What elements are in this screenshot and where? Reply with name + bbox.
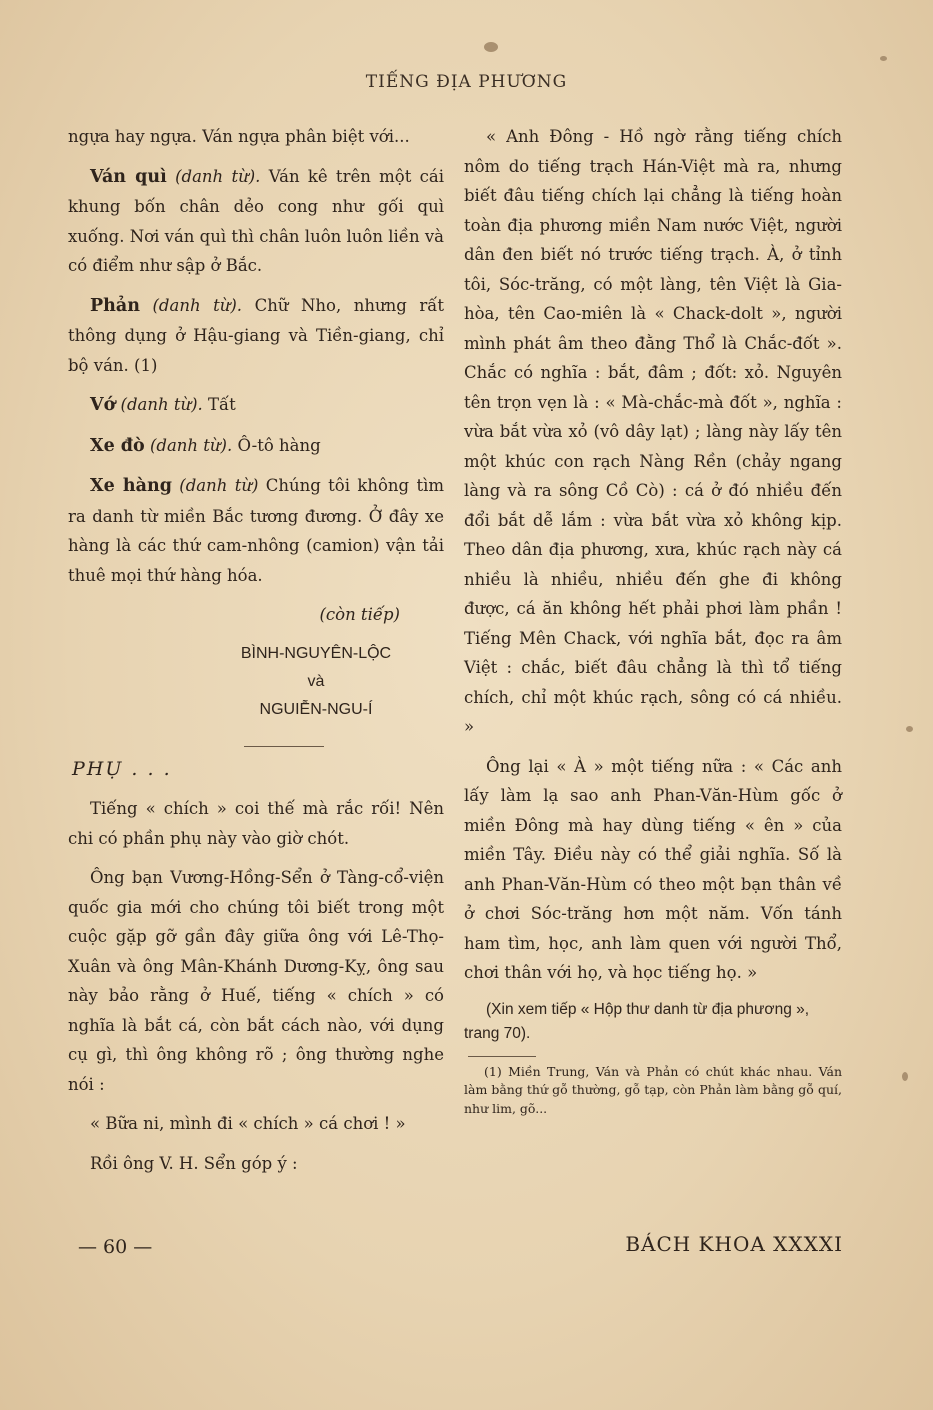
entry-term: Ván quì xyxy=(90,166,167,187)
paper-speck xyxy=(902,1072,908,1081)
paper-speck xyxy=(484,42,498,52)
part-of-speech: (danh từ). xyxy=(149,435,233,455)
footnote-divider xyxy=(468,1056,536,1057)
paragraph: ngựa hay ngựa. Ván ngựa phân biệt với... xyxy=(68,127,410,146)
footnote: (1) Miền Trung, Ván và Phản có chút khác nhau. Ván làm bằng thứ gỗ thường, gỗ tạp, còn Phản làm bằng gỗ quí, như lim, gõ... xyxy=(464,1063,842,1116)
entry-xe-hang xyxy=(68,471,444,590)
right-column xyxy=(464,122,842,1118)
entry-van-qui xyxy=(68,162,444,281)
section-divider xyxy=(244,746,324,747)
paragraph: Ông bạn Vương-Hồng-Sển ở Tàng-cổ-viện quốc gia mới cho chúng tôi biết trong một cuộc gặp gỡ gần đây giữa ông với Lê-Thọ-Xuân và ông Mân-Khánh Dương-Kỵ, ông sau này bảo rằng ở Huế, tiếng « chích » có nghĩa là bắt cá, còn bắt cách nào, với dụng cụ gì, thì ông không rõ ; ông thường nghe nói : xyxy=(68,868,444,1094)
entry-definition: Ô-tô hàng xyxy=(237,435,321,455)
entry-term: Phản xyxy=(90,295,140,316)
section-heading: PHỤ . . . xyxy=(72,757,172,780)
paragraph: Ông lại « À » một tiếng nữa : « Các anh lấy làm lạ sao anh Phan-Văn-Hùm gốc ở miền Đông mà hay dùng tiếng « ên » của miền Tây. Điều này có thể giải nghĩa. Số là anh Phan-Văn-Hùm có theo một bạn thân về ở chơi Sóc-trăng hơn một năm. Vốn tánh ham tìm, học, anh làm quen với người Thổ, chơi thân với họ, và học tiếng họ. » xyxy=(464,756,842,982)
running-header: TIẾNG ĐỊA PHƯƠNG xyxy=(365,72,568,92)
paragraph: « Anh Đông - Hồ ngờ rằng tiếng chích nôm do tiếng trạch Hán-Việt mà ra, nhưng biết đâu tiếng chích lại chẳng là tiếng hoàn toàn địa phương miền Nam nước Việt, người dân đen biết nó trước tiếng trạch. À, ở tỉnh tôi, Sóc-trăng, có một làng, tên Việt là Gia-hòa, tên Cao-miên là « Chack-dolt », người mình phát âm theo đằng Thổ là Chắc-đốt ». Chắc có nghĩa : bắt, đâm ; đốt: xỏ. Nguyên tên trọn vẹn là : « Mà-chắc-mà đốt », nghĩa : vừa bắt vừa xỏ (vô dây lạt) ; làng này lấy tên một khúc con rạch Nàng Rền (chảy ngang làng và ra sông Cồ Cò) : cá ở đó nhiều đến đổi bắt dễ lắm : vừa bắt vừa xỏ không kịp. Theo dân địa phương, xưa, khúc rạch này cá nhiều là nhiều, nhiều đến ghe đi không được, cá ăn không hết phải phơi làm phần ! Tiếng Mên Chack, với nghĩa bắt, đọc ra âm Việt : chắc, biết đâu chẳng là thì tổ tiếng chích, chỉ một khúc rạch, sông có cá nhiều. » xyxy=(464,127,842,736)
entry-definition: Chúng tôi không tìm ra danh từ miền Bắc tương đương. Ở đây xe hàng là các thứ cam-nhông (camion) vận tải thuê mọi thứ hàng hóa. xyxy=(68,476,445,585)
author-name: NGUIỄN-NGU-Í xyxy=(259,700,373,718)
part-of-speech: (danh từ). xyxy=(152,295,243,315)
part-of-speech: (danh từ) xyxy=(179,476,259,495)
entry-phan xyxy=(68,291,444,381)
entry-definition: Tất xyxy=(208,395,236,414)
page-number: — 60 — xyxy=(78,1236,153,1258)
author-name: BÌNH-NGUYÊN-LỘC xyxy=(240,644,392,662)
paragraph: Tiếng « chích » coi thế mà rắc rối! Nên chi có phần phụ này vào giờ chót. xyxy=(68,799,444,848)
paper-speck xyxy=(880,56,887,61)
entry-definition: Chữ Nho, nhưng rất thông dụng ở Hậu-giang và Tiền-giang, chỉ bộ ván. (1) xyxy=(68,295,444,375)
entry-xe-do xyxy=(68,431,444,462)
paper-speck xyxy=(906,726,913,732)
magazine-title: BÁCH KHOA XXXXI xyxy=(625,1232,843,1256)
quote-line: « Bữa ni, mình đi « chích » cá chơi ! » xyxy=(90,1114,406,1133)
continued-note: (còn tiếp) xyxy=(319,605,400,624)
part-of-speech: (danh từ). xyxy=(120,395,203,414)
part-of-speech: (danh từ). xyxy=(175,166,261,186)
paragraph: Rồi ông V. H. Sển góp ý : xyxy=(90,1153,298,1173)
entry-definition: Ván kê trên một cái khung bốn chân dẻo cong như gối quì xuống. Nơi ván quì thì chân luôn luôn liền và có điểm như sập ở Bắc. xyxy=(68,166,444,275)
cross-reference: (Xin xem tiếp « Hộp thư danh từ địa phương », trang 70). xyxy=(464,1000,810,1042)
entry-vo xyxy=(68,390,444,421)
author-conjunction: và xyxy=(307,672,325,690)
entry-term: Xe hàng xyxy=(90,476,172,496)
left-column xyxy=(68,122,444,1188)
entry-term: Xe đò xyxy=(90,435,145,456)
entry-term: Vớ xyxy=(90,395,116,415)
